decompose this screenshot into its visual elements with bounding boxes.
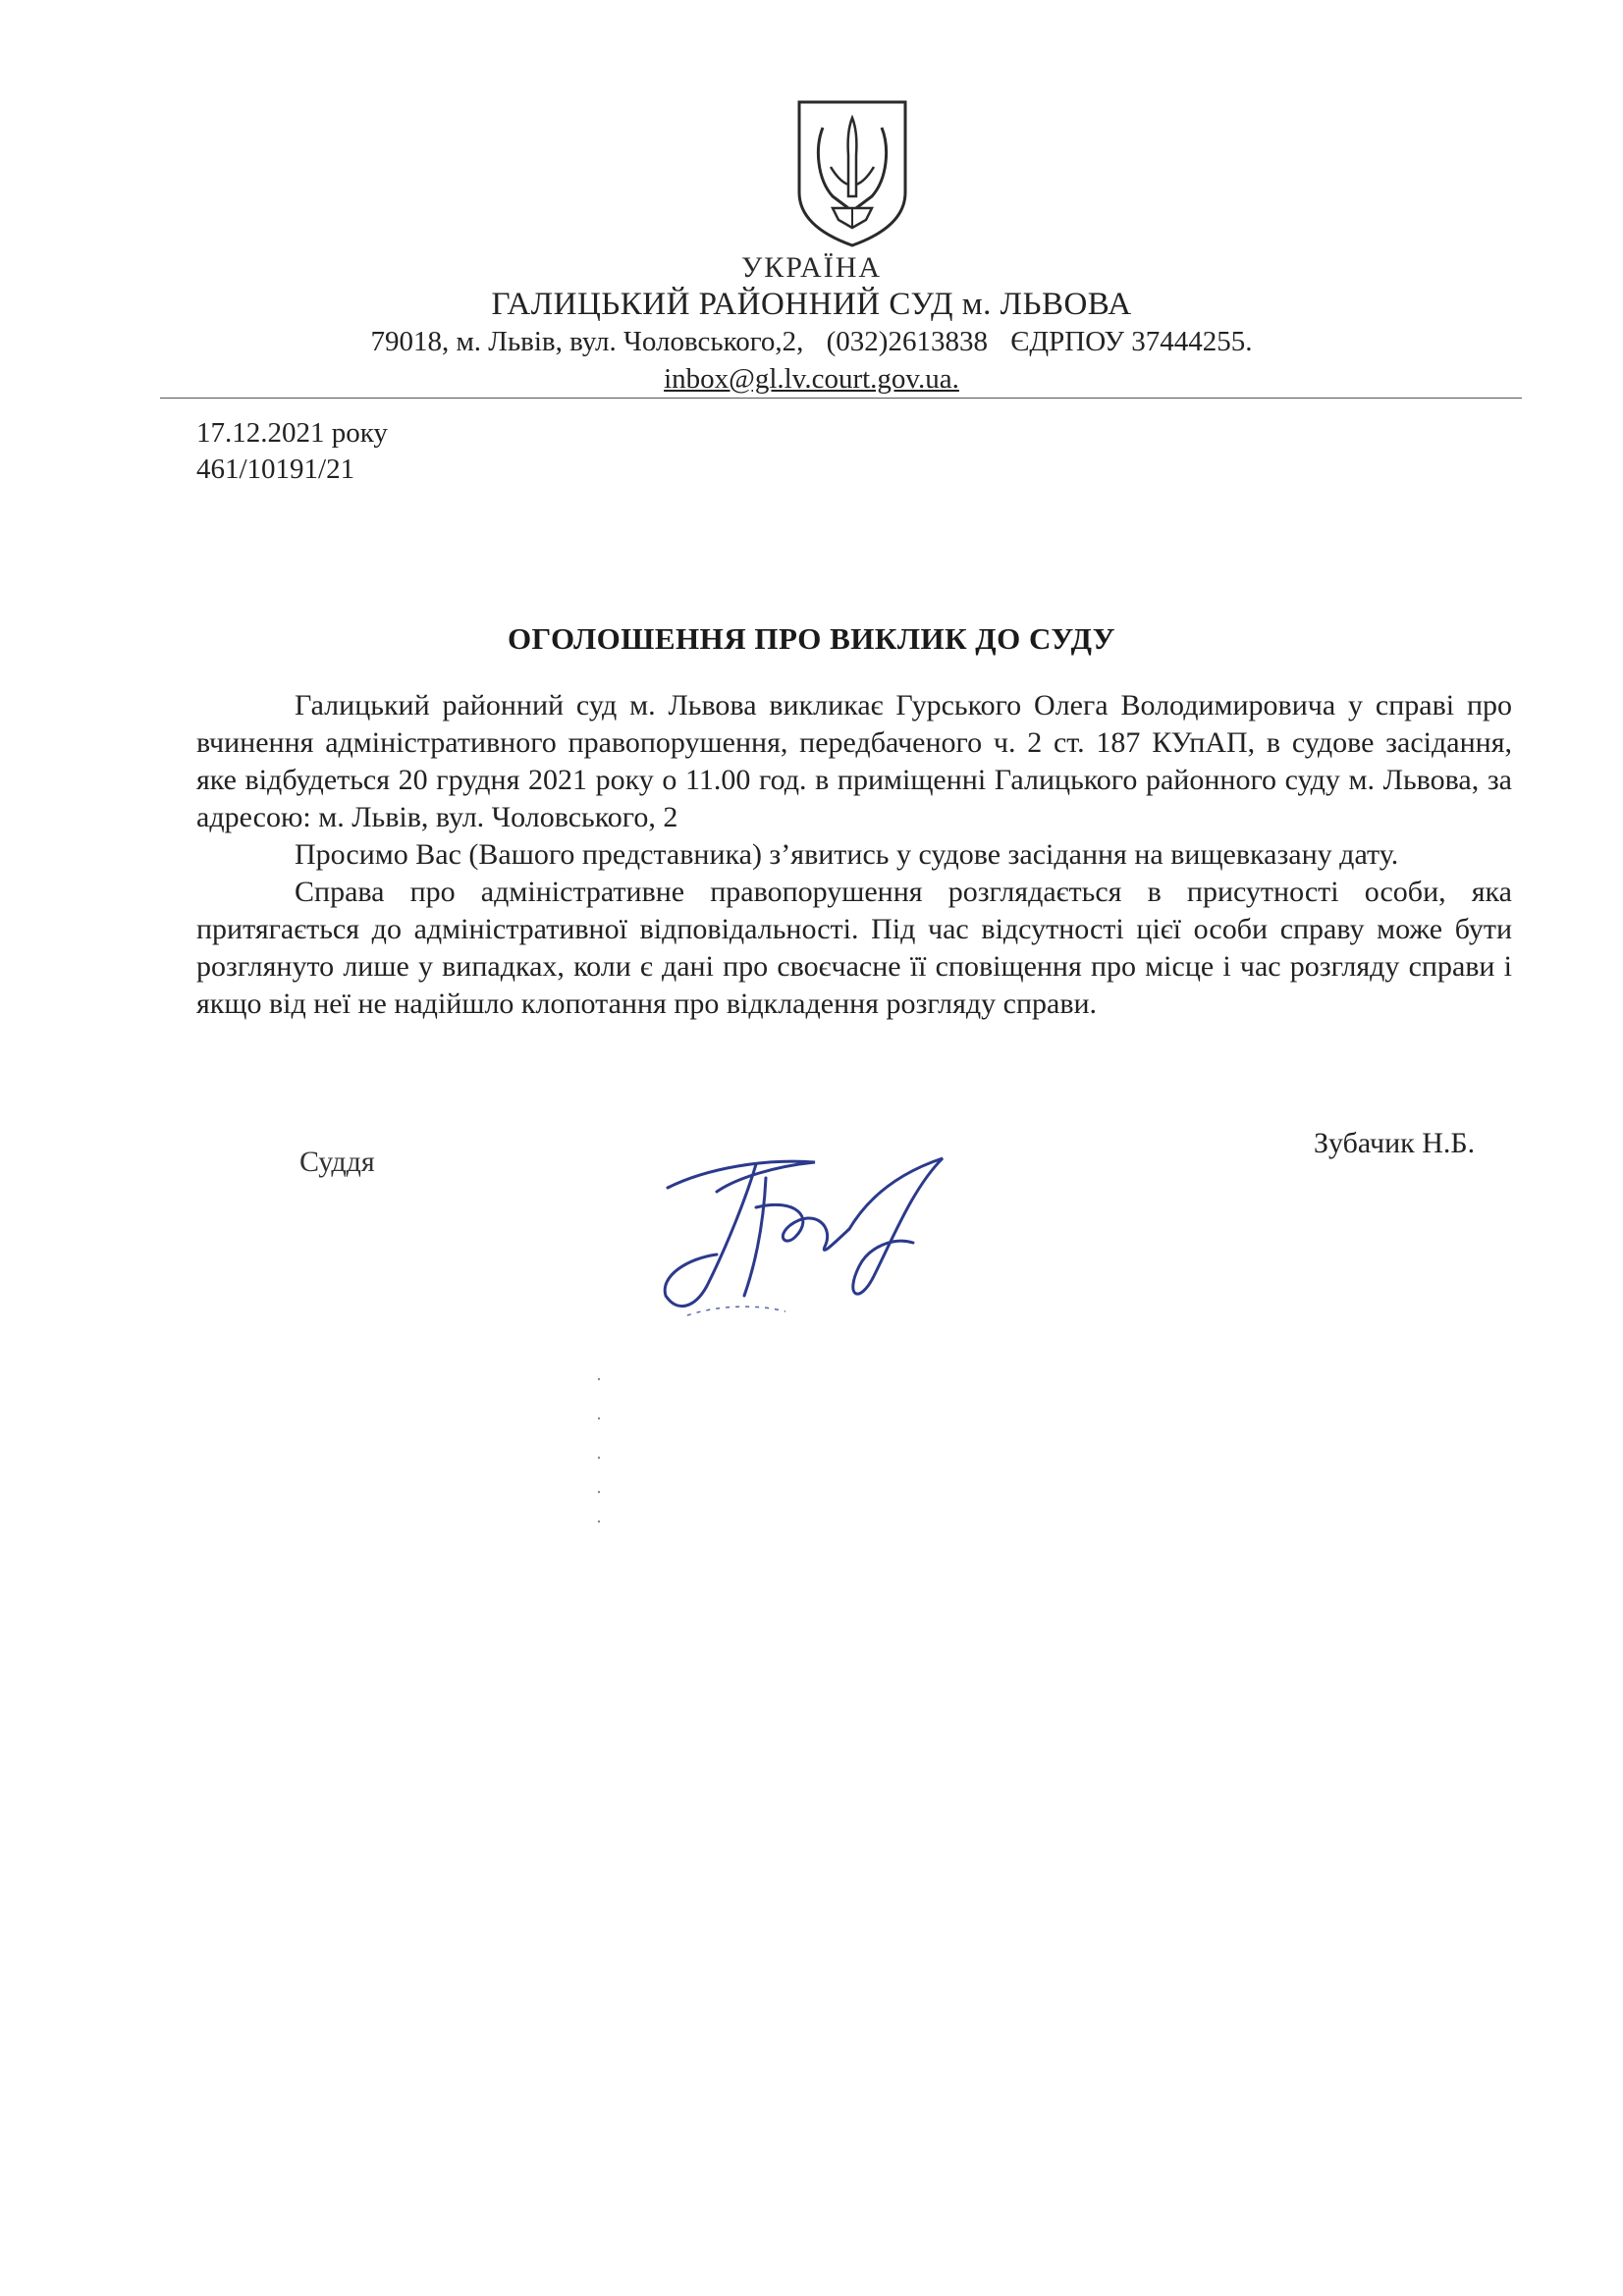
signature-role: Суддя [299,1146,375,1178]
court-email-line [0,363,1623,396]
case-number: 461/10191/21 [196,454,355,485]
scan-artifact-marks [594,1374,604,1531]
court-address: 79018, м. Львів, вул. Чоловського,2, [370,326,804,357]
paragraph-summons: Галицький районний суд м. Львова викликає Гурського Олега Володимировича у справі про вчинення адміністративного правопорушення, передбаченого ч. 2 ст. 187 КУпАП, в судове засідання, яке відбудеться 20 грудня 2021 року о 11.00 год. в приміщенні Галицького районного суду м. Львова, за адресою: м. Львів, вул. Чоловського, 2 [196,689,1512,833]
court-email-link[interactable]: inbox@gl.lv.court.gov.ua. [664,363,959,395]
country-heading: УКРАЇНА [740,251,883,284]
paragraph-procedure: Справа про адміністративне правопорушення розглядається в присутності особи, яка притягається до адміністративної відповідальності. Під час відсутності цієї особи справу може бути розглянуто лише у випадках, коли є дані про своєчасне її сповіщення про місце і час розгляду справи і якщо від неї не надійшло клопотання про відкладення розгляду справи. [196,876,1512,1020]
coat-of-arms-trident-icon [793,98,911,247]
document-body [196,687,1512,1023]
judge-name: Зубачик Н.Б. [1314,1127,1476,1159]
header-divider [160,398,1522,399]
document-title: ОГОЛОШЕННЯ ПРО ВИКЛИК ДО СУДУ [507,621,1116,656]
handwritten-signature [648,1148,962,1335]
court-phone: (032)2613838 [826,326,988,357]
paragraph-request: Просимо Вас (Вашого представника) з’явитись у судове засідання на вищевказану дату. [295,838,1399,871]
court-edrpou: ЄДРПОУ 37444255. [1010,326,1253,357]
document-date: 17.12.2021 року [196,417,388,449]
court-name: ГАЛИЦЬКИЙ РАЙОННИЙ СУД м. ЛЬВОВА [491,287,1132,322]
court-address-line [0,326,1623,358]
